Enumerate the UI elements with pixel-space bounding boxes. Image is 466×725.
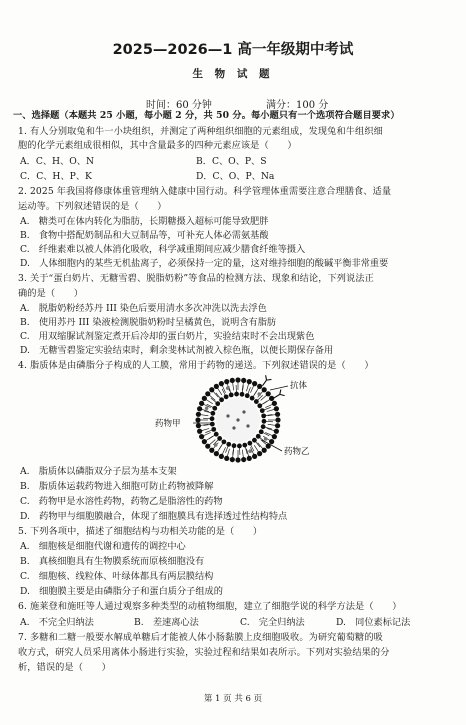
q3-option-c: C. 用双缩脲试剂鉴定煮开后冷却的蛋白奶片，实验结束时不会出现紫色 [20, 331, 315, 342]
lipid-head [196, 412, 201, 417]
lipid-head [199, 434, 204, 439]
q1-option-a: A．C、H、O、N [20, 156, 94, 167]
antibody-label: 抗体 [290, 381, 308, 391]
lipid-head [245, 393, 250, 398]
q3-text-line: 确的是（ ） [18, 288, 84, 299]
exam-title: 2025—2026—1 高一年级期中考试 [112, 42, 354, 58]
lipid-head [240, 392, 245, 397]
q2-option-b: B. 食物中搭配奶制品和大豆制品等，可补充人体必需氨基酸 [20, 230, 269, 241]
exam-time: 时间：60 分钟 [146, 100, 212, 111]
lipid-head [274, 429, 279, 434]
q1-text-line: 胞的化学元素组成很相似，其中含量最多的四种元素应该是（ ） [18, 140, 297, 151]
lipid-head [202, 396, 207, 401]
lipid-head [224, 456, 229, 461]
q2-option-c: C. 纤维素难以被人体消化吸收，科学减重期间应减少膳食纤维等摄入 [20, 244, 306, 255]
lipid-head [252, 454, 257, 459]
lipid-head [250, 396, 255, 401]
lipid-head [224, 379, 229, 384]
q2-option-a: A. 糖类可在体内转化为脂肪，长期糖摄入超标可能导致肥胖 [20, 216, 269, 227]
lipid-head [230, 378, 235, 383]
lipid-head [230, 457, 235, 462]
antibody-arm [280, 394, 285, 395]
lipid-head [252, 381, 257, 386]
lipid-head [256, 434, 261, 439]
lipid-head [232, 443, 237, 448]
q7-text-line: 7. 多糖和二糖一般要水解成单糖后才能被人体小肠黏膜上皮细胞吸收。为研究葡萄糖的吸 [18, 632, 383, 643]
drug-a-particle [232, 426, 235, 429]
q2-text-line: 2. 2025 年我国将修康体重管理纳入健康中国行动。科学管理体重需要注意合理膳食、适量 [18, 186, 392, 197]
lipid-head [199, 401, 204, 406]
q2-option-d: D. 人体细胞内的某些无机盐离子，必须保持一定的量，这对维持细胞的酸碱平衡非常重要 [20, 258, 389, 269]
q6-option-c: C. 完全归纳法 [240, 617, 305, 628]
lipid-head [237, 444, 242, 449]
lipid-head [272, 401, 277, 406]
lipid-head [197, 406, 202, 411]
q7-text-line: 收方式，研究人员采用离体小肠进行实验，实验过程和结果如表所示。下列对实验结果的分 [18, 647, 390, 658]
lipid-head [266, 391, 271, 396]
exam-score: 满分：100 分 [266, 100, 329, 111]
lipid-head [269, 439, 274, 444]
drug-a-particle [242, 410, 245, 413]
drug-b-particle [264, 437, 268, 441]
q4-option-b: B. 脂质体运载药物进入细胞可防止药物被降解 [20, 481, 214, 492]
drug-b-particle [248, 449, 252, 453]
q6-option-a: A. 不完全归纳法 [20, 617, 94, 628]
lipid-head [196, 423, 201, 428]
lipid-head [242, 443, 247, 448]
lipid-head [274, 406, 279, 411]
lipid-head [260, 408, 265, 413]
liposome-diagram [0, 372, 466, 472]
lipid-head [224, 394, 229, 399]
lipid-head [226, 442, 231, 447]
lipid-head [262, 448, 267, 453]
q5-text-line: 5. 下列各项中，描述了细胞结构与功相关功能的是（ ） [18, 526, 263, 537]
lipid-head [214, 451, 219, 456]
lipid-head [219, 381, 224, 386]
drug-b-particle [226, 386, 230, 390]
q6-option-b: B. 差速离心法 [134, 617, 199, 628]
lipid-head [262, 419, 267, 424]
lipid-head [272, 434, 277, 439]
subject-title: 生 物 试 题 [192, 68, 274, 80]
lipid-head [214, 432, 219, 437]
lipid-head [219, 454, 224, 459]
antibody-stem [262, 380, 266, 386]
lipid-head [217, 436, 222, 441]
q4-option-a: A. 脂质体以磷脂双分子层为基本支架 [20, 466, 177, 477]
q1-text-line: 1. 有人分别取兔和牛一小块组织，并测定了两种组织细胞的元素组成，发现兔和牛组织细 [18, 126, 383, 137]
lipid-head [202, 439, 207, 444]
lipid-head [247, 456, 252, 461]
q2-text-line: 运动等。下列叙述错误的是（ ） [18, 201, 167, 212]
lipid-head [219, 397, 224, 402]
lipid-head [275, 417, 280, 422]
q5-option-c: C. 细胞核、线粒体、叶绿体都具有两层膜结构 [20, 571, 214, 582]
q1-option-d: D．C、O、P、Na [196, 171, 275, 182]
lipid-head [197, 429, 202, 434]
drug-b-particle [205, 406, 209, 410]
lipid-head [247, 379, 252, 384]
lipid-head [275, 423, 280, 428]
drug-a-particle [236, 418, 239, 421]
lipid-head [257, 403, 262, 408]
q3-text-line: 3. 关于“蛋白奶片、无糖雪碧、脱脂奶粉”等食品的检测方法、现象和结论，下列说法正 [18, 273, 374, 284]
q3-option-b: B. 使用苏丹 III 染液检测脱脂奶粉时呈橘黄色，说明含有脂肪 [20, 317, 277, 328]
lipid-head [210, 422, 215, 427]
lipid-head [229, 393, 234, 398]
lipid-head [259, 429, 264, 434]
antibody-arm [266, 375, 267, 380]
lipid-head [210, 411, 215, 416]
lipid-head [269, 396, 274, 401]
lipid-head [257, 451, 262, 456]
drug-a-particle [246, 424, 249, 427]
drug-b-particle [214, 443, 218, 447]
lipid-head [247, 441, 252, 446]
lipid-head [210, 416, 215, 421]
q5-option-d: D. 细胞膜主要是由磷脂分子和蛋白质分子组成的 [20, 586, 223, 597]
lipid-head [214, 384, 219, 389]
section-heading: 一、选择题（本题共 25 小题，每小题 2 分，共 50 分。每小题只有一个选项符合题目要求） [13, 110, 400, 121]
lipid-head [215, 401, 220, 406]
q6-option-d: D. 同位素标记法 [336, 617, 411, 628]
drug-b-particle [257, 392, 261, 396]
lipid-head [195, 417, 200, 422]
lipid-head [211, 427, 216, 432]
q1-option-c: C．C、H、P、K [20, 171, 92, 182]
q3-option-d: D. 无糖雪碧鉴定实验结束时，剩余斐林试剂被入棕色瓶，以便长期保存备用 [20, 345, 334, 356]
lipid-head [254, 399, 259, 404]
drug-b-label: 药物乙 [284, 447, 310, 457]
lipid-head [235, 377, 240, 382]
lipid-head [257, 384, 262, 389]
q5-option-b: B. 真核细胞具有生物膜系统而原核细胞没有 [20, 556, 205, 567]
antibody-stem [274, 394, 280, 398]
antibody-arm [280, 390, 281, 395]
antibody-arm [267, 379, 272, 380]
lipid-head [252, 438, 257, 443]
drug-a-label: 药物甲 [155, 419, 181, 429]
lipid-head [241, 378, 246, 383]
lipid-head [275, 412, 280, 417]
drug-a-particle [226, 414, 229, 417]
q4-text-line: 4. 脂质体是由磷脂分子构成的人工膜，常用于药物的递送。下列叙述错误的是（ ） [18, 360, 374, 371]
lipid-head [205, 444, 210, 449]
lipid-head [234, 392, 239, 397]
lipid-head [261, 424, 266, 429]
q1-option-b: B．C、O、P、S [196, 156, 267, 167]
q5-option-a: A. 细胞核是细胞代谢和遗传的调控中心 [20, 541, 186, 552]
lipid-head [241, 457, 246, 462]
q7-text-line: 析，错误的是（ ） [18, 662, 111, 673]
lipid-head [235, 457, 240, 462]
q4-option-d: D. 药物甲与细胞膜融合，体现了细胞膜具有选择透过性结构特点 [20, 511, 288, 522]
q3-option-a: A. 脱脂奶粉经苏丹 III 染色后要用清水多次冲洗以洗去浮色 [20, 303, 267, 314]
page-footer: 第 1 页 共 6 页 [203, 694, 263, 704]
lipid-head [221, 439, 226, 444]
lipid-head [209, 387, 214, 392]
lipid-head [212, 406, 217, 411]
lipid-head [209, 448, 214, 453]
q6-text-line: 6. 施莱登和施旺等人通过观察多种类型的动植物细胞，建立了细胞学说的科学方法是（ ） [18, 601, 402, 612]
lipid-head [205, 391, 210, 396]
lipid-head [262, 387, 267, 392]
lipid-head [261, 413, 266, 418]
q4-option-c: C. 药物甲是水溶性药物，药物乙是脂溶性的药物 [20, 496, 223, 507]
